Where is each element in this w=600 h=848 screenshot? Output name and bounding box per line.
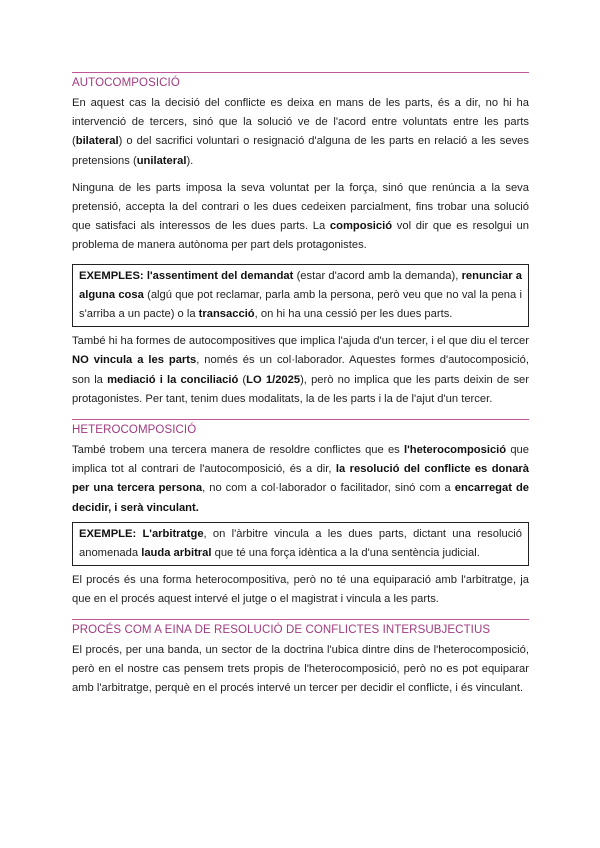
section-heading: PROCÉS COM A EINA DE RESOLUCIÓ DE CONFLICTES INTERSUBJECTIUS xyxy=(72,619,529,637)
section-heterocomposicio xyxy=(72,419,529,610)
paragraph: També hi ha formes de autocompositives que implica l'ajuda d'un tercer, i el que diu el tercer NO vincula a les parts, només és un col·laborador. Aquestes formes d'autocomposició, son la mediació i la conciliació (LO 1/2025), però no implica que les parts deixin de ser protagonistes. Per tant, tenim dues modalitats, la de les parts i la de l'ajut d'un tercer. xyxy=(72,335,529,405)
paragraph: El procés, per una banda, un sector de la doctrina l'ubica dintre dins de l'heterocomposició, però en el nostre cas pensem trets propis de l'heterocomposició, però no es pot equiparar amb l'arbitratge, perquè en el procés intervé un tercer per decidir el conflicte, i és vinculant. xyxy=(72,643,529,695)
document-page xyxy=(72,72,529,706)
section-autocomposicio xyxy=(72,72,529,409)
examples-box: EXEMPLES: l'assentiment del demandat (estar d'acord amb la demanda), renunciar a alguna cosa (algú que pot reclamar, parla amb la persona, però veu que no val la pena i s'arriba a un pacte) o la transacció, on hi ha una cessió per les dues parts. xyxy=(72,264,529,328)
section-heading: AUTOCOMPOSICIÓ xyxy=(72,72,529,90)
paragraph: També trobem una tercera manera de resoldre conflictes que es l'heterocomposició que implica tot al contrari de l'autocomposició, és a dir, la resolució del conflicte es donarà per una tercera persona, no com a col·laborador o facilitador, sinó com a encarregat de decidir, i serà vinculant. xyxy=(72,444,530,514)
section-proces xyxy=(72,619,529,699)
paragraph: El procés és una forma heterocompositiva, però no té una equiparació amb l'arbitratge, ja que en el procés aquest intervé el jutge o el magistrat i vincula a les parts. xyxy=(72,574,529,606)
section-heading: HETEROCOMPOSICIÓ xyxy=(72,419,529,437)
paragraph: En aquest cas la decisió del conflicte es deixa en mans de les parts, és a dir, no hi ha intervenció de tercers, sinó que la solució ve de l'acord entre voluntats entre les parts (bilateral) o del sacrifici voluntari o resignació d'alguna de les parts en relació a les seves pretensions (unilateral). xyxy=(72,97,529,167)
paragraph: Ninguna de les parts imposa la seva voluntat per la força, sinó que renúncia a la seva pretensió, accepta la del contrari o les dues cedeixen parcialment, fins trobar una solució que satisfaci als interessos de les dues parts. La composició vol dir que es resolgui un problema de manera autònoma per part dels protagonistes. xyxy=(72,181,529,252)
example-box: EXEMPLE: L'arbitratge, on l'àrbitre vincula a les dues parts, dictant una resolució anomenada lauda arbitral que té una força idèntica a la d'una sentència judicial. xyxy=(72,522,529,566)
